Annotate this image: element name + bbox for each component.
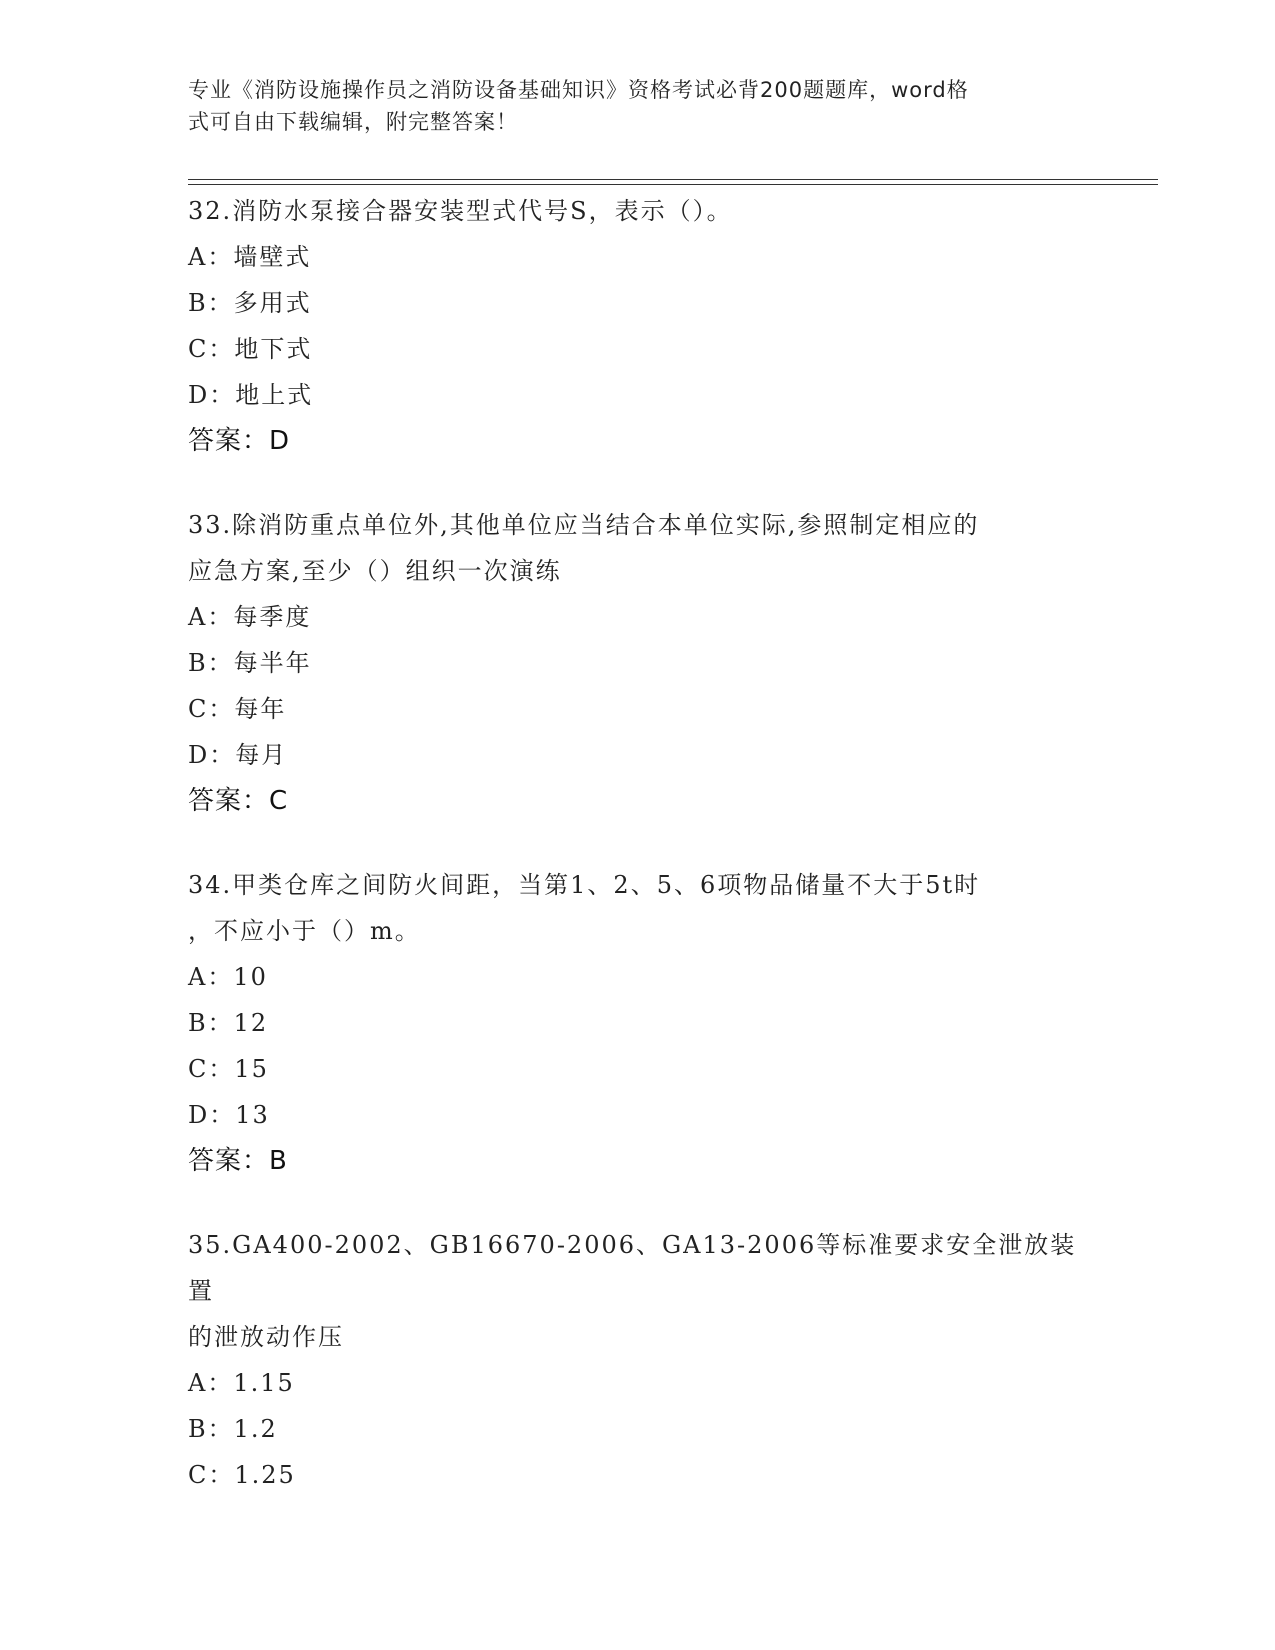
option-c: C：地下式 (188, 335, 313, 363)
question-35 (188, 1222, 1088, 1498)
header-line-1: 专业《消防设施操作员之消防设备基础知识》资格考试必背200题题库，word格 (188, 78, 969, 102)
answer: 答案：D (188, 426, 291, 456)
question-33 (188, 502, 1088, 824)
question-32 (188, 188, 1088, 464)
header-divider-top (188, 179, 1158, 180)
option-a: A：每季度 (188, 603, 312, 631)
option-a: A：1.15 (188, 1369, 295, 1397)
question-34 (188, 862, 1088, 1184)
option-c: C：15 (188, 1055, 269, 1083)
option-b: B：每半年 (188, 649, 312, 677)
question-stem: 33.除消防重点单位外,其他单位应当结合本单位实际,参照制定相应的 (188, 511, 980, 539)
option-c: C：每年 (188, 695, 287, 723)
option-d: D：13 (188, 1101, 270, 1129)
question-stem-continued: ，不应小于（）m。 (188, 917, 421, 945)
header-line-2: 式可自由下载编辑，附完整答案！ (188, 110, 518, 134)
question-list (188, 188, 1088, 1536)
header-divider-bottom (188, 184, 1158, 185)
option-d: D：每月 (188, 741, 288, 769)
question-stem: 35.GA400-2002、GB16670-2006、GA13-2006等标准要求安全泄放装置 (188, 1231, 1077, 1305)
option-b: B：多用式 (188, 289, 312, 317)
question-stem-continued: 应急方案,至少（）组织一次演练 (188, 557, 562, 585)
option-d: D：地上式 (188, 381, 314, 409)
option-a: A：墙壁式 (188, 243, 312, 271)
document-header (188, 74, 1068, 138)
option-b: B：12 (188, 1009, 269, 1037)
answer: 答案：B (188, 1146, 288, 1176)
option-c: C：1.25 (188, 1461, 296, 1489)
option-b: B：1.2 (188, 1415, 278, 1443)
question-stem: 32.消防水泵接合器安装型式代号S，表示（）。 (188, 197, 733, 225)
question-stem: 34.甲类仓库之间防火间距，当第1、2、5、6项物品储量不大于5t时 (188, 871, 981, 899)
answer: 答案：C (188, 786, 289, 816)
question-stem-continued: 的泄放动作压 (188, 1323, 344, 1351)
option-a: A：10 (188, 963, 268, 991)
